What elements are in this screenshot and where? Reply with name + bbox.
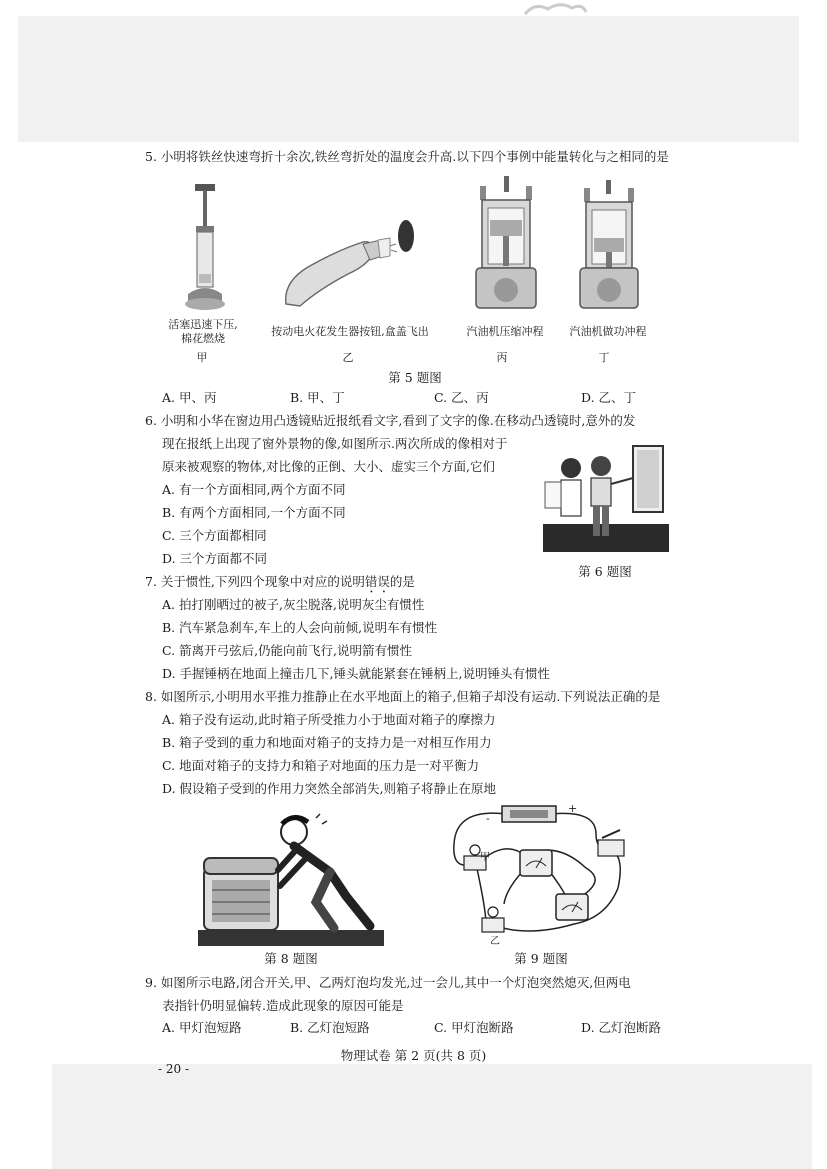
q9-option-b: B. 乙灯泡短路 <box>290 1020 370 1035</box>
q7-stem-after: 的是 <box>389 574 415 589</box>
fire-syringe-figure <box>180 182 230 314</box>
q8-option-d: D. 假设箱子受到的作用力突然全部消失,则箱子将静止在原地 <box>162 781 496 796</box>
circuit-figure <box>446 800 634 946</box>
q8-option-c: C. 地面对箱子的支持力和箱子对地面的压力是一对平衡力 <box>162 758 480 773</box>
q6-option-b: B. 有两个方面相同,一个方面不同 <box>162 505 346 520</box>
q9-option-a: A. 甲灯泡短路 <box>162 1020 242 1035</box>
page-number: - 20 - <box>158 1062 190 1076</box>
engine-compression-figure <box>470 172 542 312</box>
q9-figure-label: 第 9 题图 <box>514 951 568 966</box>
q5-figure-label: 第 5 题图 <box>388 370 442 385</box>
engine-power-figure <box>576 178 642 312</box>
bottom-margin-band <box>52 1064 812 1169</box>
q5-tag-yi: 乙 <box>342 351 354 364</box>
page-footer: 物理试卷 第 2 页(共 8 页) <box>340 1048 487 1063</box>
top-margin-band <box>18 16 799 142</box>
q6-option-d: D. 三个方面都不同 <box>162 551 268 566</box>
spark-generator-figure <box>278 212 423 312</box>
q5-caption-jia <box>158 318 248 346</box>
q7-option-a: A. 拍打刚晒过的被子,灰尘脱落,说明灰尘有惯性 <box>162 597 425 612</box>
q7-stem <box>145 571 415 596</box>
q6-option-a: A. 有一个方面相同,两个方面不同 <box>162 482 346 497</box>
q5-caption-bing: 汽油机压缩冲程 <box>466 325 544 338</box>
q9-option-d: D. 乙灯泡断路 <box>581 1020 662 1035</box>
q5-caption-ding: 汽油机做功冲程 <box>569 325 647 338</box>
pushing-box-figure <box>198 806 384 946</box>
q5-option-d: D. 乙、丁 <box>581 390 637 405</box>
q5-tag-bing: 丙 <box>496 351 508 364</box>
q7-option-b: B. 汽车紧急刹车,车上的人会向前倾,说明车有惯性 <box>162 620 438 635</box>
q7-stem-before: 7. 关于惯性,下列四个现象中对应的说明 <box>145 574 365 589</box>
lamp-yi-label: 乙 <box>490 936 500 946</box>
lens-window-figure <box>543 438 669 552</box>
q6-line2: 现在报纸上出现了窗外景物的像,如图所示.两次所成的像相对于 <box>162 436 508 451</box>
q7-stem-emphasis: 错误 <box>364 574 390 589</box>
q5-option-a: A. 甲、丙 <box>162 390 217 405</box>
q5-option-b: B. 甲、丁 <box>290 390 345 405</box>
q8-option-a: A. 箱子没有运动,此时箱子所受推力小于地面对箱子的摩擦力 <box>162 712 496 727</box>
q9-option-c: C. 甲灯泡断路 <box>434 1020 514 1035</box>
q6-line3: 原来被观察的物体,对比像的正倒、大小、虚实三个方面,它们 <box>162 459 495 474</box>
q6-line1: 6. 小明和小华在窗边用凸透镜贴近报纸看文字,看到了文字的像.在移动凸透镜时,意外的发 <box>145 413 636 428</box>
q5-tag-ding: 丁 <box>598 351 610 364</box>
battery-plus-label: + <box>568 802 578 815</box>
q5-tag-jia: 甲 <box>196 351 208 364</box>
battery-minus-label: - <box>486 812 490 825</box>
q9-line1: 9. 如图所示电路,闭合开关,甲、乙两灯泡均发光,过一会儿,其中一个灯泡突然熄灭,但两电 <box>145 975 631 990</box>
lamp-jia-label: 甲 <box>480 852 490 863</box>
smudge-mark <box>520 0 590 16</box>
q9-line2: 表指针仍明显偏转.造成此现象的原因可能是 <box>162 998 404 1013</box>
q6-figure-label: 第 6 题图 <box>578 564 632 579</box>
q5-caption-jia-text: 活塞迅速下压, 棉花燃烧 <box>168 318 238 345</box>
q7-option-d: D. 手握锤柄在地面上撞击几下,锤头就能紧套在锤柄上,说明锤头有惯性 <box>162 666 550 681</box>
q8-stem: 8. 如图所示,小明用水平推力推静止在水平地面上的箱子,但箱子却没有运动.下列说法正确的是 <box>145 689 661 704</box>
q5-option-c: C. 乙、丙 <box>434 390 489 405</box>
q7-option-c: C. 箭离开弓弦后,仍能向前飞行,说明箭有惯性 <box>162 643 413 658</box>
q5-stem: 5. 小明将铁丝快速弯折十余次,铁丝弯折处的温度会升高.以下四个事例中能量转化与之相同的是 <box>145 149 669 164</box>
q5-caption-yi: 按动电火花发生器按钮,盒盖飞出 <box>271 325 429 338</box>
q6-option-c: C. 三个方面都相同 <box>162 528 267 543</box>
q8-option-b: B. 箱子受到的重力和地面对箱子的支持力是一对相互作用力 <box>162 735 492 750</box>
q8-figure-label: 第 8 题图 <box>264 951 318 966</box>
